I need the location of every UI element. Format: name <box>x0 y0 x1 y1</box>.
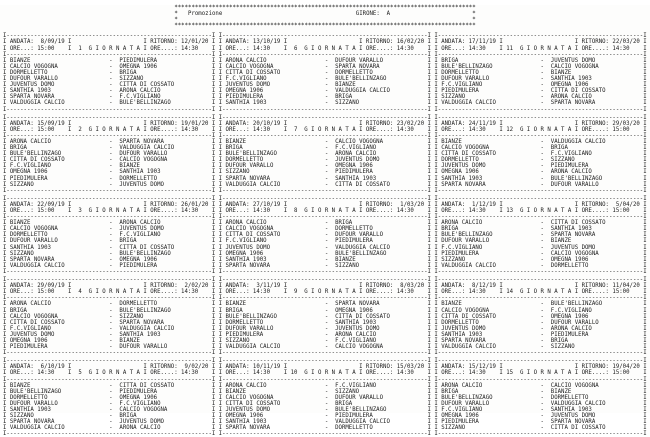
giornata-4-box <box>3 277 216 356</box>
rounds-grid <box>0 33 650 437</box>
match-row: I JUVENTUS DOMO - CITTA DI COSSATO I <box>3 82 216 89</box>
match-row: I F.C.VIGLIANO - PIEDIMULERA I <box>218 238 431 245</box>
match-row: I DORMELLETTO - BIANZE I <box>434 69 647 76</box>
round-dates-row: I ANDATA: 17/11/19 I I RITORNO: 22/03/20 I <box>434 39 647 46</box>
box-border: I------------------------------------------------------------I <box>3 214 216 221</box>
match-row: I BRIGA - VALDUGGIA CALCIO I <box>3 145 216 152</box>
match-row: I CITTA DI COSSATO - F.C.VIGLIANO I <box>434 151 647 158</box>
round-dates-row: I ANDATA: 15/09/19 I I RITORNO: 19/01/20 I <box>3 120 216 127</box>
match-row: I SIZZANO - BRIGA I <box>3 413 216 420</box>
giornata-12-box <box>434 115 647 194</box>
box-border: I------------------------------------------------------------I <box>3 350 216 357</box>
match-row: I JUVENTUS DOMO - BIANZE I <box>218 82 431 89</box>
rounds-column-1 <box>3 33 216 437</box>
match-row: I BULE'BELLINZAGO - DORMELLETTO I <box>434 394 647 401</box>
box-border: I------------------------------------------------------------I <box>218 51 431 58</box>
match-row: I JUVENTUS DOMO - SANTHIA 1903 I <box>3 331 216 338</box>
match-row: I PIEDIMULERA - ARONA CALCIO I <box>218 331 431 338</box>
box-border: I------------------------------------------------------------I <box>3 132 216 139</box>
match-row: I SPARTA NOVARA - BRIGA I <box>434 337 647 344</box>
giornata-11-box <box>434 33 647 112</box>
match-row: I SPARTA NOVARA - JUVENTUS DOMO I <box>3 419 216 426</box>
match-row: I CITTA DI COSSATO - DORMELLETTO I <box>218 69 431 76</box>
match-row: I PIEDIMULERA - BRIGA I <box>218 94 431 101</box>
box-border: I------------------------------------------------------------I <box>218 33 431 40</box>
box-border: I------------------------------------------------------------I <box>218 376 431 383</box>
match-row: I SIZZANO - F.C.VIGLIANO I <box>218 337 431 344</box>
giornata-1-box <box>3 33 216 112</box>
match-row: I CITTA DI COSSATO - BRIGA I <box>218 400 431 407</box>
match-row: I OMEGNA 1906 - BIANZE I <box>3 337 216 344</box>
match-row: I BIANZE - CALCIO VOGOGNA I <box>218 138 431 145</box>
box-border: I------------------------------------------------------------I <box>218 358 431 365</box>
match-row: I OMEGNA 1906 - PIEDIMULERA I <box>218 413 431 420</box>
match-row: I BIANZE - PIEDIMULERA I <box>3 57 216 64</box>
match-row: I VALDUGGIA CALCIO - SIZZANO I <box>434 344 647 351</box>
match-row: I F.C.VIGLIANO - JUVENTUS DOMO I <box>434 244 647 251</box>
match-row: I CALCIO VOGOGNA - SIZZANO I <box>3 313 216 320</box>
match-row: I OMEGNA 1906 - BULE'BELLINZAGO I <box>218 250 431 257</box>
giornata-3-box <box>3 196 216 275</box>
match-row: I DORMELLETTO - OMEGNA 1906 I <box>3 394 216 401</box>
match-row: I DUFOUR VARALLO - SANTHIA 1903 I <box>434 76 647 83</box>
round-dates-row: I ANDATA: 29/09/19 I I RITORNO: 2/02/20 I <box>3 283 216 290</box>
box-border: I------------------------------------------------------------I <box>218 114 431 121</box>
box-border: I------------------------------------------------------------I <box>218 295 431 302</box>
box-border: I------------------------------------------------------------I <box>3 277 216 284</box>
match-row: I SPARTA NOVARA - F.C.VIGLIANO I <box>3 94 216 101</box>
match-row: I SIZZANO - ARONA CALCIO I <box>434 94 647 101</box>
box-border: I------------------------------------------------------------I <box>3 51 216 58</box>
match-row: I DUFOUR VARALLO - BIANZE I <box>434 238 647 245</box>
match-row: I JUVENTUS DOMO - BULE'BELLINZAGO I <box>218 407 431 413</box>
giornata-9-box <box>219 277 432 356</box>
box-border: I------------------------------------------------------------I <box>3 187 216 194</box>
box-border: I------------------------------------------------------------I <box>218 277 431 284</box>
rounds-column-3 <box>434 33 647 437</box>
header-border-top: **************************************************************************************** <box>174 5 476 11</box>
match-row: I BRIGA - F.C.VIGLIANO I <box>218 145 431 152</box>
box-border: I------------------------------------------------------------I <box>434 295 647 302</box>
match-row: I SANTHIA 1903 - VALDUGGIA CALCIO I <box>218 419 431 426</box>
match-row: I SIZZANO - CITTA DI COSSATO I <box>434 425 647 432</box>
match-row: I SANTHIA 1903 - BULE'BELLINZAGO I <box>434 175 647 182</box>
match-row: I JUVENTUS DOMO - ARONA CALCIO I <box>434 325 647 332</box>
match-row: I CALCIO VOGOGNA - DORMELLETTO I <box>218 226 431 233</box>
match-row: I VALDUGGIA CALCIO - ARONA CALCIO I <box>3 425 216 432</box>
giornata-14-box <box>434 277 647 356</box>
match-row: I CALCIO VOGOGNA - BRIGA I <box>434 145 647 152</box>
match-row: I BIANZE - SPARTA NOVARA I <box>218 301 431 308</box>
giornata-2-box <box>3 115 216 194</box>
box-border: I------------------------------------------------------------I <box>3 358 216 365</box>
match-row: I VALDUGGIA CALCIO - CALCIO VOGOGNA I <box>218 344 431 351</box>
header-border-bottom: **************************************************************************************** <box>174 23 476 30</box>
match-row: I OMEGNA 1906 - ARONA CALCIO I <box>434 169 647 176</box>
box-border: I------------------------------------------------------------I <box>434 376 647 383</box>
box-border: I------------------------------------------------------------I <box>434 277 647 284</box>
round-times-row: I ORE...: 15:00 I 3 G I O R N A T A I ORE....: 14:30 I <box>3 208 216 214</box>
match-row: I BRIGA - JUVENTUS DOMO I <box>434 57 647 64</box>
match-row: I VALDUGGIA CALCIO - PIEDIMULERA I <box>3 262 216 269</box>
header-title-row: * Promozione GIRONE: A * <box>174 11 476 18</box>
box-border: I------------------------------------------------------------I <box>434 214 647 221</box>
match-row: I DUFOUR VARALLO - OMEGNA 1906 I <box>218 163 431 170</box>
match-row: I BULE'BELLINZAGO - SPARTA NOVARA I <box>434 232 647 239</box>
box-border: I------------------------------------------------------------I <box>434 358 647 365</box>
round-dates-row: I ANDATA: 8/09/19 I I RITORNO: 12/01/20 I <box>3 39 216 46</box>
round-dates-row: I ANDATA: 3/11/19 I I RITORNO: 8/03/20 I <box>218 283 431 290</box>
match-row: I ARONA CALCIO - DUFOUR VARALLO I <box>218 57 431 64</box>
match-row: I BULE'BELLINZAGO - DUFOUR VARALLO I <box>3 151 216 158</box>
match-row: I PIEDIMULERA - CALCIO VOGOGNA I <box>434 250 647 257</box>
match-row: I ARONA CALCIO - F.C.VIGLIANO I <box>218 382 431 389</box>
match-row: I VALDUGGIA CALCIO - CITTA DI COSSATO I <box>218 181 431 188</box>
box-border: I------------------------------------------------------------I <box>434 431 647 437</box>
box-border: I------------------------------------------------------------I <box>218 268 431 275</box>
round-dates-row: I ANDATA: 24/11/19 I I RITORNO: 29/03/20 I <box>434 120 647 127</box>
match-row: I BULE'BELLINZAGO - PIEDIMULERA I <box>3 388 216 395</box>
box-border: I------------------------------------------------------------I <box>434 132 647 139</box>
match-row: I SIZZANO - BULE'BELLINZAGO I <box>3 250 216 257</box>
match-row: I BRIGA - SANTHIA 1903 I <box>434 226 647 233</box>
round-dates-row: I ANDATA: 22/09/19 I I RITORNO: 26/01/20 I <box>3 201 216 208</box>
match-row: I F.C.VIGLIANO - BIANZE I <box>3 163 216 170</box>
round-dates-row: I ANDATA: 27/10/19 I I RITORNO: 1/03/20 I <box>218 201 431 208</box>
match-row: I CITTA DI COSSATO - OMEGNA 1906 I <box>434 313 647 320</box>
match-row: I PIEDIMULERA - CITTA DI COSSATO I <box>434 88 647 95</box>
round-dates-row: I ANDATA: 15/12/19 I I RITORNO: 19/04/20 I <box>434 364 647 371</box>
match-row: I DORMELLETTO - F.C.VIGLIANO I <box>3 232 216 239</box>
match-row: I PIEDIMULERA - DORMELLETTO I <box>3 175 216 182</box>
match-row: I SANTHIA 1903 - PIEDIMULERA I <box>434 331 647 338</box>
giornata-6-box <box>219 33 432 112</box>
giornata-5-box <box>3 358 216 437</box>
box-border: I------------------------------------------------------------I <box>3 376 216 383</box>
box-border: I------------------------------------------------------------I <box>218 350 431 357</box>
match-row: I OMEGNA 1906 - JUVENTUS DOMO I <box>434 413 647 420</box>
round-times-row: I ORE...: 14:30 I 11 G I O R N A T A I ORE....: 14:30 I <box>434 45 647 52</box>
match-row: I BULE'BELLINZAGO - CITTA DI COSSATO I <box>218 313 431 320</box>
rounds-column-2 <box>219 33 432 437</box>
match-row: I F.C.VIGLIANO - VALDUGGIA CALCIO I <box>3 325 216 332</box>
match-row: I SIZZANO - OMEGNA 1906 I <box>434 256 647 263</box>
match-row: I SIZZANO - PIEDIMULERA I <box>218 169 431 176</box>
match-row: I DUFOUR VARALLO - F.C.VIGLIANO I <box>3 400 216 407</box>
match-row: I OMEGNA 1906 - SANTHIA 1903 I <box>3 169 216 176</box>
match-row: I SANTHIA 1903 - CALCIO VOGOGNA I <box>3 407 216 413</box>
round-dates-row: I ANDATA: 8/12/19 I I RITORNO: 11/04/20 I <box>434 283 647 290</box>
match-row: I DUFOUR VARALLO - BRIGA I <box>3 238 216 245</box>
round-times-row: I ORE...: 14:30 I 9 G I O R N A T A I ORE....: 14:30 I <box>218 289 431 296</box>
match-row: I CALCIO VOGOGNA - JUVENTUS DOMO I <box>3 226 216 233</box>
match-row: I PIEDIMULERA - DUFOUR VARALLO I <box>3 344 216 351</box>
round-dates-row: I ANDATA: 6/10/19 I I RITORNO: 9/02/20 I <box>3 364 216 371</box>
round-times-row: I ORE...: 14:30 I 13 G I O R N A T A I ORE....: 15:00 I <box>434 208 647 214</box>
box-border: I------------------------------------------------------------I <box>3 268 216 275</box>
giornata-13-box <box>434 196 647 275</box>
match-row: I ARONA CALCIO - CALCIO VOGOGNA I <box>434 382 647 389</box>
match-row: I CITTA DI COSSATO - DUFOUR VARALLO I <box>218 232 431 239</box>
box-border: I------------------------------------------------------------I <box>434 106 647 113</box>
match-row: I ARONA CALCIO - DORMELLETTO I <box>3 301 216 308</box>
round-dates-row: I ANDATA: 1/12/19 I I RITORNO: 5/04/20 I <box>434 201 647 208</box>
match-row: I VALDUGGIA CALCIO - BULE'BELLINZAGO I <box>3 100 216 107</box>
giornata-7-box <box>219 115 432 194</box>
box-border: I------------------------------------------------------------I <box>434 51 647 58</box>
match-row: I DORMELLETTO - SANTHIA 1903 I <box>218 319 431 326</box>
match-row: I CALCIO VOGOGNA - F.C.VIGLIANO I <box>434 307 647 314</box>
match-row: I SPARTA NOVARA - DUFOUR VARALLO I <box>434 181 647 188</box>
match-row: I CALCIO VOGOGNA - OMEGNA 1906 I <box>3 63 216 70</box>
match-row: I CALCIO VOGOGNA - DUFOUR VARALLO I <box>218 394 431 401</box>
round-times-row: I ORE...: 15:00 I 4 G I O R N A T A I ORE....: 14:30 I <box>3 289 216 296</box>
box-border: I------------------------------------------------------------I <box>218 106 431 113</box>
match-row: I DUFOUR VARALLO - VALDUGGIA CALCIO I <box>434 400 647 407</box>
match-row: I BIANZE - BULE'BELLINZAGO I <box>434 301 647 308</box>
match-row: I VALDUGGIA CALCIO - DORMELLETTO I <box>434 262 647 269</box>
match-row: I BRIGA - BULE'BELLINZAGO I <box>3 307 216 314</box>
round-times-row: I ORE...: 14:30 I 15 G I O R N A T A I ORE....: 15:00 I <box>434 370 647 377</box>
round-times-row: I ORE...: 15:00 I 2 G I O R N A T A I ORE....: 14:30 I <box>3 126 216 133</box>
match-row: I PIEDIMULERA - SPARTA NOVARA I <box>434 419 647 426</box>
match-row: I BIANZE - SIZZANO I <box>218 388 431 395</box>
round-dates-row: I ANDATA: 20/10/19 I I RITORNO: 23/02/20 I <box>218 120 431 127</box>
box-border: I------------------------------------------------------------I <box>434 268 647 275</box>
box-border: I------------------------------------------------------------I <box>3 33 216 40</box>
giornata-15-box <box>434 358 647 437</box>
box-border: I------------------------------------------------------------I <box>218 431 431 437</box>
giornata-8-box <box>219 196 432 275</box>
round-times-row: I ORE...: 14:30 I 10 G I O R N A T A I ORE....: 14:30 I <box>218 370 431 377</box>
giornata-10-box <box>219 358 432 437</box>
box-border: I------------------------------------------------------------I <box>434 114 647 121</box>
match-row: I DUFOUR VARALLO - JUVENTUS DOMO I <box>218 325 431 332</box>
match-row: I BIANZE - ARONA CALCIO I <box>3 220 216 227</box>
box-border: I------------------------------------------------------------I <box>3 106 216 113</box>
match-row: I BRIGA - BIANZE I <box>434 388 647 395</box>
box-border: I------------------------------------------------------------I <box>3 114 216 121</box>
box-border: I------------------------------------------------------------I <box>218 214 431 221</box>
match-row: I SANTHIA 1903 - ARONA CALCIO I <box>3 88 216 95</box>
round-times-row: I ORE...: 14:30 I 6 G I O R N A T A I ORE....: 14:30 I <box>218 45 431 52</box>
calendar-document <box>0 5 650 437</box>
round-times-row: I ORE...: 14:30 I 7 G I O R N A T A I ORE....: 14:30 I <box>218 126 431 133</box>
match-row: I SPARTA NOVARA - OMEGNA 1906 I <box>3 256 216 263</box>
round-times-row: I ORE...: 14:30 I 5 G I O R N A T A I ORE....: 14:30 I <box>3 370 216 377</box>
match-row: I F.C.VIGLIANO - SANTHIA 1903 I <box>434 407 647 413</box>
box-border: I------------------------------------------------------------I <box>434 350 647 357</box>
box-border: I------------------------------------------------------------I <box>218 187 431 194</box>
header-blank-row: * * <box>174 17 476 24</box>
match-row: I BIANZE - VALDUGGIA CALCIO I <box>434 138 647 145</box>
round-times-row: I ORE...: 14:30 I 12 G I O R N A T A I ORE....: 15:00 I <box>434 126 647 133</box>
match-row: I VALDUGGIA CALCIO - SPARTA NOVARA I <box>434 100 647 107</box>
match-row: I OMEGNA 1906 - VALDUGGIA CALCIO I <box>218 88 431 95</box>
match-row: I BULE'BELLINZAGO - CALCIO VOGOGNA I <box>434 63 647 70</box>
match-row: I DORMELLETTO - DUFOUR VARALLO I <box>434 319 647 326</box>
match-row: I DUFOUR VARALLO - SIZZANO I <box>3 76 216 83</box>
match-row: I ARONA CALCIO - SPARTA NOVARA I <box>3 138 216 145</box>
round-dates-row: I ANDATA: 10/11/19 I I RITORNO: 15/03/20 I <box>218 364 431 371</box>
match-row: I JUVENTUS DOMO - PIEDIMULERA I <box>434 163 647 170</box>
league-header <box>174 5 475 29</box>
box-border: I------------------------------------------------------------I <box>3 195 216 202</box>
box-border: I------------------------------------------------------------I <box>3 295 216 302</box>
match-row: I DORMELLETTO - JUVENTUS DOMO I <box>218 157 431 164</box>
match-row: I F.C.VIGLIANO - BULE'BELLINZAGO I <box>218 76 431 83</box>
match-row: I CALCIO VOGOGNA - SPARTA NOVARA I <box>218 63 431 70</box>
match-row: I DORMELLETTO - BRIGA I <box>3 69 216 76</box>
match-row: I BULE'BELLINZAGO - ARONA CALCIO I <box>218 151 431 158</box>
match-row: I F.C.VIGLIANO - OMEGNA 1906 I <box>434 82 647 89</box>
round-times-row: I ORE...: 14:30 I 8 G I O R N A T A I ORE....: 14:30 I <box>218 208 431 214</box>
match-row: I DORMELLETTO - SIZZANO I <box>434 157 647 164</box>
match-row: I SANTHIA 1903 - CITTA DI COSSATO I <box>3 244 216 251</box>
match-row: I SIZZANO - JUVENTUS DOMO I <box>3 181 216 188</box>
box-border: I------------------------------------------------------------I <box>434 33 647 40</box>
box-border: I------------------------------------------------------------I <box>434 187 647 194</box>
box-border: I------------------------------------------------------------I <box>3 431 216 437</box>
match-row: I SPARTA NOVARA - SIZZANO I <box>218 262 431 269</box>
match-row: I CITTA DI COSSATO - SPARTA NOVARA I <box>3 319 216 326</box>
round-times-row: I ORE...: 14:30 I 14 G I O R N A T A I ORE....: 15:00 I <box>434 289 647 296</box>
round-dates-row: I ANDATA: 13/10/19 I I RITORNO: 16/02/20 I <box>218 39 431 46</box>
match-row: I ARONA CALCIO - BRIGA I <box>218 220 431 227</box>
round-times-row: I ORE...: 15:00 I 1 G I O R N A T A I ORE....: 14:30 I <box>3 45 216 52</box>
match-row: I SANTHIA 1903 - SIZZANO I <box>218 100 431 107</box>
match-row: I CITTA DI COSSATO - CALCIO VOGOGNA I <box>3 157 216 164</box>
match-row: I SANTHIA 1903 - BIANZE I <box>218 256 431 263</box>
match-row: I BIANZE - CITTA DI COSSATO I <box>3 382 216 389</box>
box-border: I------------------------------------------------------------I <box>218 195 431 202</box>
match-row: I BRIGA - OMEGNA 1906 I <box>218 307 431 314</box>
box-border: I------------------------------------------------------------I <box>434 195 647 202</box>
match-row: I JUVENTUS DOMO - VALDUGGIA CALCIO I <box>218 244 431 251</box>
match-row: I SPARTA NOVARA - DORMELLETTO I <box>218 425 431 432</box>
match-row: I SPARTA NOVARA - SANTHIA 1903 I <box>218 175 431 182</box>
box-border: I------------------------------------------------------------I <box>218 132 431 139</box>
match-row: I ARONA CALCIO - CITTA DI COSSATO I <box>434 220 647 227</box>
